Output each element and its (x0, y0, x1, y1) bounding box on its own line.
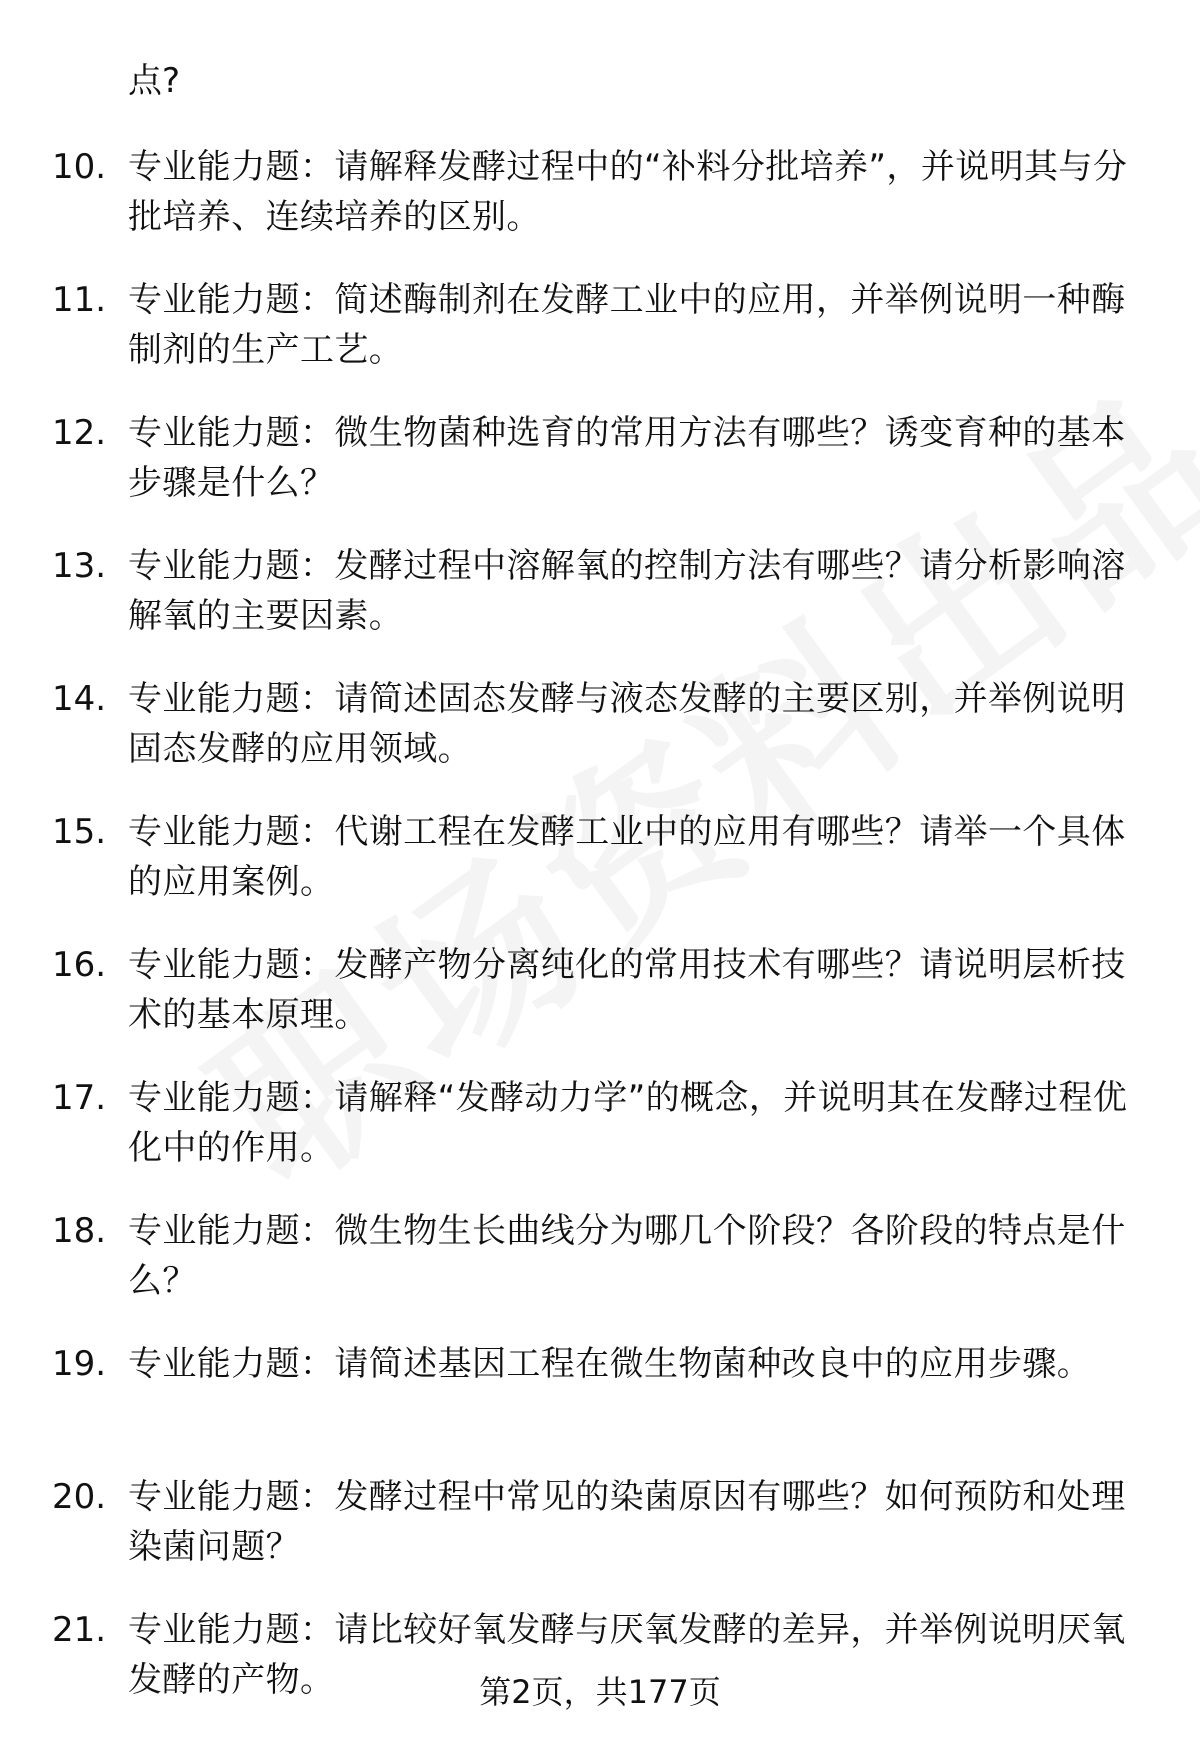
question-item (0, 1472, 1200, 1589)
question-text: 专业能力题：微生物菌种选育的常用方法有哪些？诱变育种的基本步骤是什么？ (128, 413, 1126, 503)
continuation-text: 点? (128, 61, 181, 101)
question-text: 专业能力题：请简述固态发酵与液态发酵的主要区别，并举例说明固态发酵的应用领域。 (128, 679, 1126, 769)
question-number: 20. (52, 1477, 107, 1517)
question-item (0, 1339, 1200, 1456)
page-footer: 第2页，共177页 (479, 1673, 721, 1711)
question-number: 21. (52, 1610, 107, 1650)
question-item (0, 940, 1200, 1057)
question-text: 专业能力题：请解释“发酵动力学”的概念，并说明其在发酵过程优化中的作用。 (128, 1078, 1128, 1168)
question-item (0, 142, 1200, 259)
question-number: 19. (52, 1344, 107, 1384)
question-number: 16. (52, 945, 107, 985)
question-text: 专业能力题：微生物生长曲线分为哪几个阶段？各阶段的特点是什么？ (128, 1211, 1126, 1301)
question-text: 专业能力题：请简述基因工程在微生物菌种改良中的应用步骤。 (128, 1344, 1092, 1384)
question-number: 12. (52, 413, 107, 453)
question-item (0, 408, 1200, 525)
question-text: 专业能力题：代谢工程在发酵工业中的应用有哪些？请举一个具体的应用案例。 (128, 812, 1126, 902)
question-item (0, 1073, 1200, 1190)
question-text: 专业能力题：发酵过程中常见的染菌原因有哪些？如何预防和处理染菌问题？ (128, 1477, 1126, 1567)
question-item (0, 275, 1200, 392)
question-number: 10. (52, 147, 107, 187)
question-text: 专业能力题：请比较好氧发酵与厌氧发酵的差异，并举例说明厌氧发酵的产物。 (128, 1610, 1126, 1700)
question-list (0, 142, 1200, 1738)
question-number: 14. (52, 679, 107, 719)
question-number: 15. (52, 812, 107, 852)
question-number: 13. (52, 546, 107, 586)
question-text: 专业能力题：发酵过程中溶解氧的控制方法有哪些？请分析影响溶解氧的主要因素。 (128, 546, 1126, 636)
question-number: 18. (52, 1211, 107, 1251)
question-number: 17. (52, 1078, 107, 1118)
question-text: 专业能力题：简述酶制剂在发酵工业中的应用，并举例说明一种酶制剂的生产工艺。 (128, 280, 1126, 370)
question-item (0, 674, 1200, 791)
question-item (0, 1206, 1200, 1323)
question-number: 11. (52, 280, 107, 320)
question-text: 专业能力题：请解释发酵过程中的“补料分批培养”，并说明其与分批培养、连续培养的区别。 (128, 147, 1128, 237)
question-item (0, 807, 1200, 924)
question-item (0, 541, 1200, 658)
question-text: 专业能力题：发酵产物分离纯化的常用技术有哪些？请说明层析技术的基本原理。 (128, 945, 1126, 1035)
